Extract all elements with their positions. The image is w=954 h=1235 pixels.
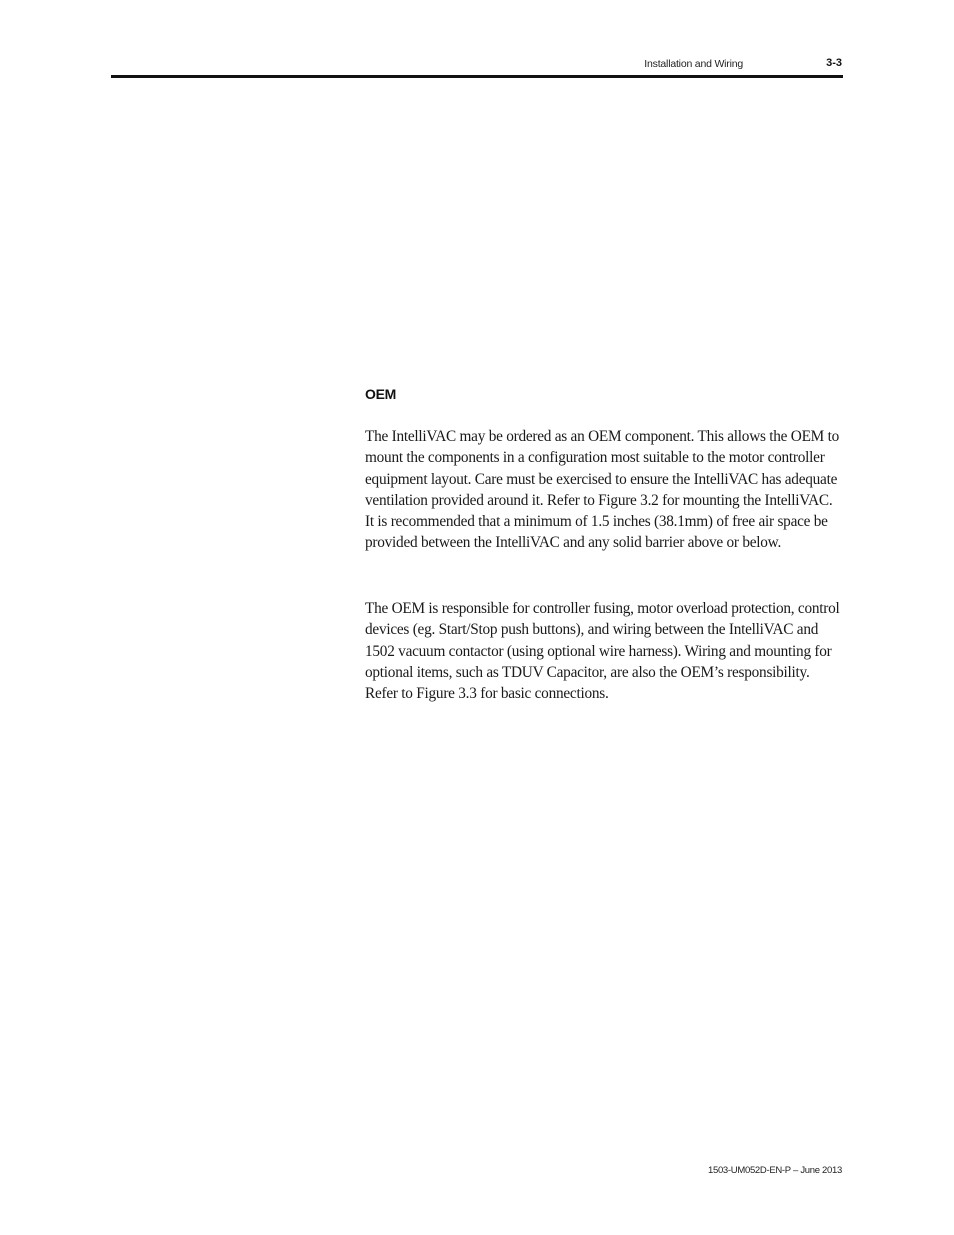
body-paragraph: The IntelliVAC may be ordered as an OEM component. This allows the OEM to mount the components in a configuration most suitable to the motor controller equipment layout. Care must be exercised to ensure the IntelliVAC has adequate ventilation provided around it. Refer to Figure 3.2 for mounting the IntelliVAC. It is recommended that a minimum of 1.5 inches (38.1mm) of free air space be provided between the IntelliVAC and any solid barrier above or below. (365, 428, 839, 552)
body-paragraph: The OEM is responsible for controller fusing, motor overload protection, control devices (eg. Start/Stop push buttons), and wiring between the IntelliVAC and 1502 vacuum contactor (using optional wire harness). Wiring and mounting for optional items, such as TDUV Capacitor, are also the OEM’s responsibility. Refer to Figure 3.3 for basic connections. (365, 600, 840, 703)
footer-publication-info: 1503-UM052D-EN-P – June 2013 (707, 1165, 842, 1176)
section-heading: OEM (365, 386, 396, 402)
header-rule (111, 75, 843, 78)
page-number: 3-3 (826, 57, 842, 69)
running-header-title: Installation and Wiring (644, 58, 743, 70)
